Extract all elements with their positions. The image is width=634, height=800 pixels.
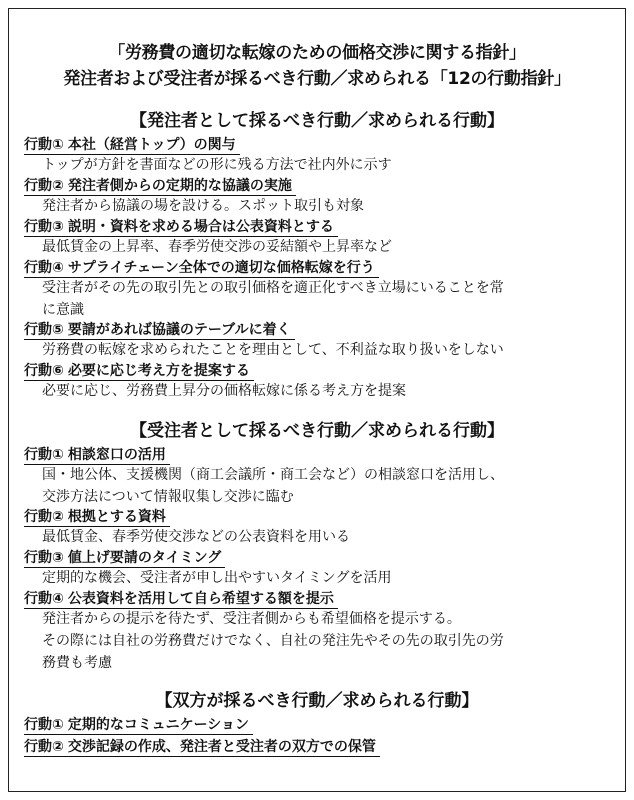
action-title: 本社（経営トップ）の関与: [67, 137, 236, 153]
desc-line: 務費も考慮: [42, 655, 112, 671]
action-title: 相談窓口の活用: [67, 447, 166, 463]
orderer-action-3-desc: [42, 236, 612, 258]
action-title: 発注者側からの定期的な協議の実施: [67, 178, 292, 194]
action-number: 行動②: [24, 509, 64, 525]
action-title: 公表資料を活用して自ら希望する額を提示: [67, 591, 334, 607]
document-title-line1: 「労務費の適切な転嫁のための価格交渉に関する指針」: [108, 43, 526, 63]
desc-line: 最低賃金の上昇率、春季労使交渉の妥結額や上昇率など: [42, 239, 392, 255]
action-number: 行動⑥: [24, 363, 64, 379]
action-number: 行動②: [24, 739, 64, 755]
orderer-action-3: [24, 219, 338, 237]
desc-line: 最低賃金、春季労使交渉などの公表資料を用いる: [42, 529, 350, 545]
contractor-action-4: [24, 591, 338, 609]
action-number: 行動④: [24, 591, 64, 607]
orderer-action-6: [24, 363, 254, 381]
desc-line: 必要に応じ、労務費上昇分の価格転嫁に係る考え方を提案: [42, 383, 406, 399]
action-title: 根拠とする資料: [67, 509, 166, 525]
action-number: 行動①: [24, 137, 64, 153]
action-number: 行動⑤: [24, 322, 64, 338]
contractor-action-2: [24, 509, 170, 527]
desc-line: 労務費の転嫁を求められたことを理由として、不利益な取り扱いをしない: [42, 342, 504, 358]
action-title: 説明・資料を求める場合は公表資料とする: [67, 219, 334, 235]
contractor-action-3-desc: [42, 567, 612, 589]
desc-line: トップが方針を書面などの形に残る方法で社内外に示す: [42, 157, 392, 173]
desc-line: 国・地公体、支援機関（商工会議所・商工会など）の相談窓口を活用し、: [42, 467, 504, 483]
desc-line: 受注者がその先の取引先との取引価格を適正化すべき立場にいることを常: [42, 280, 504, 296]
contractor-action-1-desc: [42, 464, 612, 508]
action-title: 必要に応じ考え方を提案する: [67, 363, 250, 379]
desc-line: 交渉方法について情報収集し交渉に臨む: [42, 489, 294, 505]
section-heading-contractor: 【受注者として採るべき行動／求められる行動】: [130, 421, 504, 441]
desc-line: 定期的な機会、受注者が申し出やすいタイミングを活用: [42, 570, 392, 586]
orderer-action-6-desc: [42, 380, 612, 402]
action-title: 値上げ要請のタイミング: [67, 550, 222, 566]
orderer-action-4-desc: [42, 277, 612, 321]
action-title: 交渉記録の作成、発注者と受注者の双方での保管: [67, 739, 376, 755]
action-number: 行動①: [24, 447, 64, 463]
desc-line: に意識: [42, 302, 84, 318]
desc-line: その際には自社の労務費だけでなく、自社の発注先やその先の取引先の労: [42, 633, 504, 649]
both-action-1: [24, 717, 253, 735]
action-title: 要請があれば協議のテーブルに着く: [67, 322, 291, 338]
section-heading-orderer: 【発注者として採るべき行動／求められる行動】: [130, 111, 504, 131]
section-heading-both: 【双方が採るべき行動／求められる行動】: [155, 691, 479, 711]
orderer-action-2-desc: [42, 195, 612, 217]
desc-line: 発注者から協議の場を設ける。スポット取引も対象: [42, 198, 364, 214]
action-number: 行動①: [24, 717, 64, 733]
action-title: サプライチェーン全体での適切な価格転嫁を行う: [67, 260, 375, 276]
action-number: 行動③: [24, 219, 64, 235]
contractor-action-2-desc: [42, 526, 612, 548]
orderer-action-1: [24, 137, 240, 155]
contractor-action-3: [24, 550, 225, 568]
orderer-action-2: [24, 178, 296, 196]
action-number: 行動④: [24, 260, 64, 276]
action-number: 行動②: [24, 178, 64, 194]
desc-line: 発注者からの提示を待たず、受注者側からも希望価格を提示する。: [42, 611, 461, 627]
document-title-line2: 発注者および受注者が採るべき行動／求められる「12の行動指針」: [63, 69, 571, 89]
both-action-2: [24, 739, 380, 757]
contractor-action-1: [24, 447, 170, 465]
orderer-action-4: [24, 260, 379, 278]
action-number: 行動③: [24, 550, 64, 566]
orderer-action-1-desc: [42, 154, 612, 176]
action-title: 定期的なコミュニケーション: [67, 717, 250, 733]
orderer-action-5: [24, 322, 295, 340]
orderer-action-5-desc: [42, 339, 612, 361]
contractor-action-4-desc: [42, 608, 612, 674]
